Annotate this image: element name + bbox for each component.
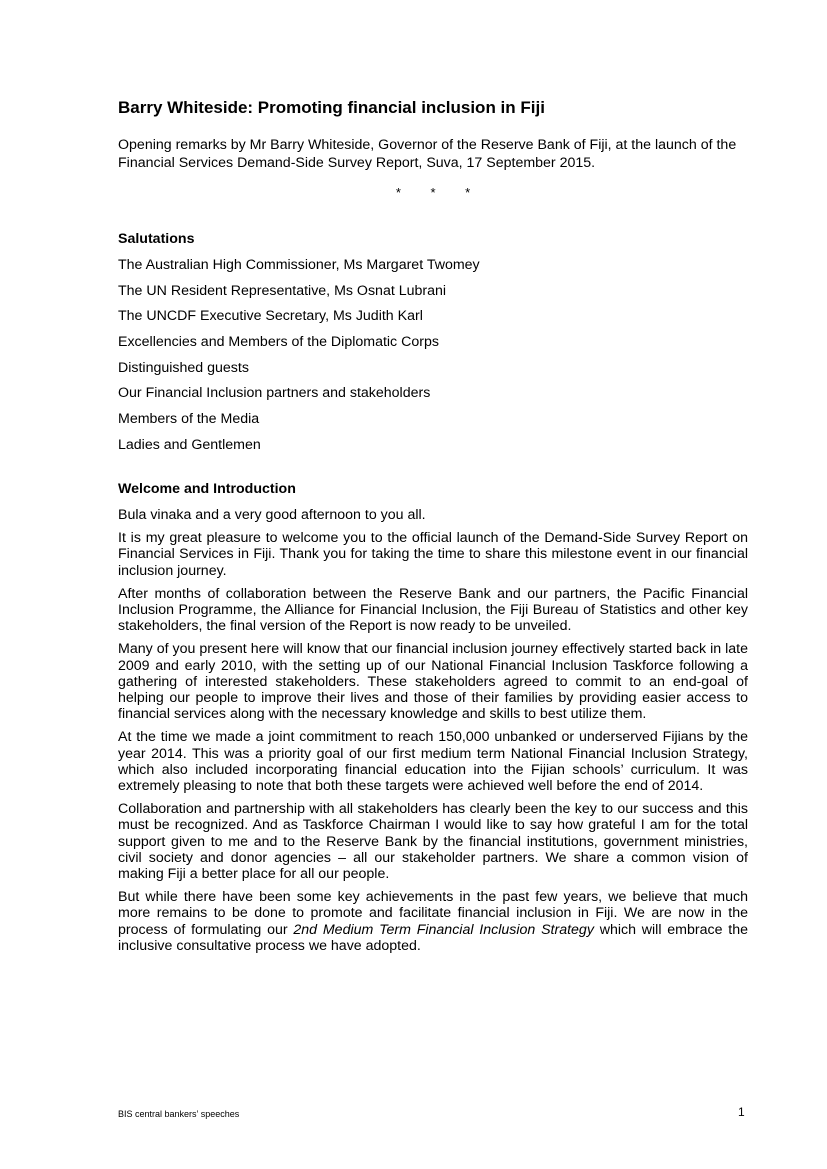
welcome-heading: Welcome and Introduction [118, 481, 296, 497]
salutation-item: Members of the Media [118, 411, 260, 428]
paragraph: Collaboration and partnership with all stakeholders has clearly been the key to our success and this must be recognized. And as Taskforce Chairman I would like to say how grateful I am for the total support given to me and to the Reserve Bank by the financial institutions, government ministries, civil society and donor agencies – all our stakeholder partners. We share a common vision of making Fiji a better place for all our people. [118, 801, 748, 883]
strategy-title: 2nd Medium Term Financial Inclusion Strategy [293, 921, 594, 938]
salutation-item: The Australian High Commissioner, Ms Margaret Twomey [118, 257, 480, 273]
paragraph [118, 889, 748, 954]
separator-star: * [430, 185, 436, 200]
salutations-heading: Salutations [118, 231, 195, 247]
salutation-item: Excellencies and Members of the Diplomatic Corps [118, 334, 439, 351]
paragraph: Bula vinaka and a very good afternoon to you all. [118, 507, 426, 523]
section-separator [118, 185, 748, 200]
salutation-item: Distinguished guests [118, 359, 249, 376]
paragraph-text: which will embrace the inclusive consultative process we have adopted. [118, 921, 749, 954]
separator-star: * [465, 185, 471, 200]
page-number: 1 [738, 1105, 745, 1119]
paragraph: After months of collaboration between the Reserve Bank and our partners, the Pacific Financial Inclusion Programme, the Alliance for Financial Inclusion, the Fiji Bureau of Statistics and other key stakeholders, the final version of the Report is now ready to be unveiled. [118, 585, 748, 635]
salutation-item: Ladies and Gentlemen [118, 436, 261, 453]
salutation-item: The UN Resident Representative, Ms Osnat Lubrani [118, 282, 447, 299]
paragraph: It is my great pleasure to welcome you to the official launch of the Demand-Side Survey Report on Financial Services in Fiji. Thank you for taking the time to share this milestone event in our financial inclusion journey. [118, 530, 748, 579]
document-title: Barry Whiteside: Promoting financial inclusion in Fiji [118, 98, 545, 117]
salutation-item: The UNCDF Executive Secretary, Ms Judith Karl [118, 308, 423, 325]
separator-star: * [395, 185, 401, 200]
document-subtitle: Opening remarks by Mr Barry Whiteside, Governor of the Reserve Bank of Fiji, at the launch of the Financial Services Demand-Side Survey Report, Suva, 17 September 2015. [118, 137, 737, 171]
salutation-item: Our Financial Inclusion partners and stakeholders [118, 385, 431, 402]
salutations-list [118, 256, 480, 462]
paragraph-text: But while there have been some key achievements in the past few years, we believe that much more remains to be done to promote and facilitate financial inclusion in Fiji. We are now in the process of formulating our [118, 889, 748, 938]
footer-source: BIS central bankers’ speeches [118, 1109, 240, 1119]
paragraph: Many of you present here will know that our financial inclusion journey effectively started back in late 2009 and early 2010, with the setting up of our National Financial Inclusion Taskforce following a gathering of interested stakeholders. These stakeholders agreed to commit to an end-goal of helping our people to improve their lives and those of their families by providing easier access to financial services along with the necessary knowledge and skills to best utilize them. [118, 641, 748, 723]
welcome-body [118, 507, 748, 961]
paragraph: At the time we made a joint commitment to reach 150,000 unbanked or underserved Fijians by the year 2014. This was a priority goal of our first medium term National Financial Inclusion Strategy, which also included incorporating financial education into the Fijian schools’ curriculum. It was extremely pleasing to note that both these targets were achieved well before the end of 2014. [118, 729, 748, 795]
